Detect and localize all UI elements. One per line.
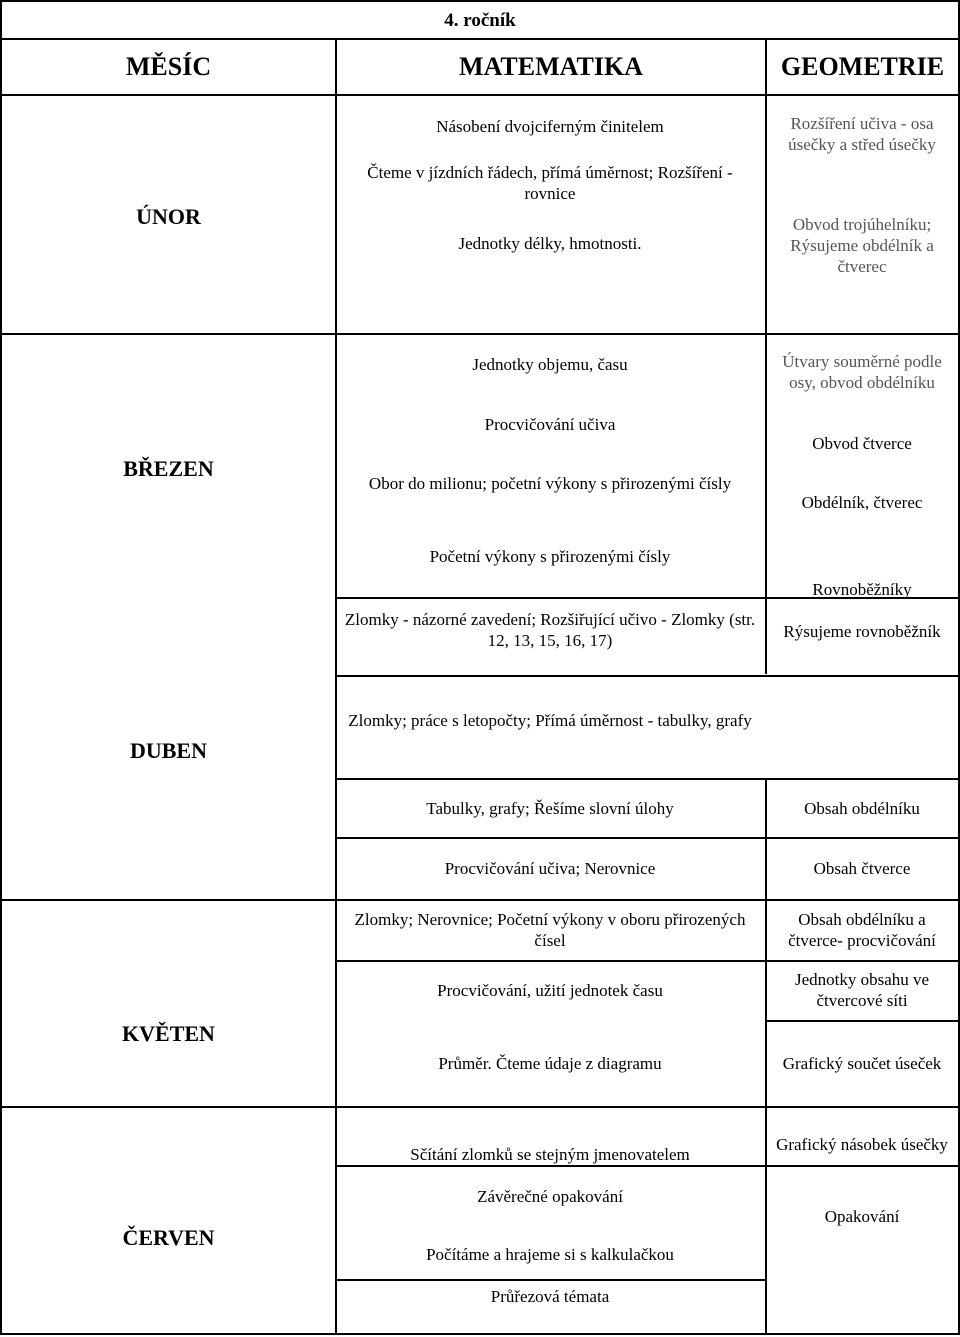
month-label-unor: ÚNOR <box>136 203 201 229</box>
geometry-topic: Rovnoběžníky <box>812 579 912 599</box>
geometry-topic: Obvod čtverce <box>812 433 912 453</box>
month-column-divider <box>335 94 337 1335</box>
geometry-topic: Grafický součet úseček <box>782 1053 942 1073</box>
geometry-topic: Opakování <box>824 1206 900 1226</box>
row-divider <box>335 1279 765 1281</box>
grade-title: 4. ročník <box>444 9 516 31</box>
geometry-topic: Jednotky obsahu ve čtvercové síti <box>794 970 930 1010</box>
month-label-brezen: BŘEZEN <box>123 455 214 481</box>
math-topic: Procvičování učiva <box>484 414 616 434</box>
math-topic: Zlomky - názorné zavedení; Rozšiřující učivo - Zlomky (str. 12, 13, 15, 16, 17) <box>344 610 756 650</box>
geometry-topic: Útvary souměrné podle osy, obvod obdélníku <box>782 352 942 392</box>
math-topic: Sčítání zlomků se stejným jmenovatelem <box>410 1144 690 1164</box>
math-topic: Tabulky, grafy; Řešíme slovní úlohy <box>426 798 674 818</box>
math-topic: Obor do milionu; početní výkony s přirozenými čísly <box>368 473 732 493</box>
table-border-bottom <box>0 1333 960 1335</box>
geometry-topic: Obvod trojúhelníku; Rýsujeme obdélník a čtverec <box>790 214 934 276</box>
math-geometry-divider <box>765 94 767 674</box>
column-header-math: MATEMATIKA <box>459 52 643 81</box>
geometry-topic: Grafický násobek úsečky <box>776 1134 948 1154</box>
math-topic: Počítáme a hrajeme si s kalkulačkou <box>426 1244 674 1264</box>
column-header-month: MĚSÍC <box>125 52 212 81</box>
month-label-cerven: ČERVEN <box>122 1224 215 1250</box>
month-divider <box>0 899 960 901</box>
column-header-geometry: GEOMETRIE <box>780 52 945 81</box>
month-label-duben: DUBEN <box>129 737 207 763</box>
math-topic: Jednotky objemu, času <box>472 354 628 374</box>
math-topic: Početní výkony s přirozenými čísly <box>429 546 671 566</box>
math-geometry-divider <box>765 778 767 1335</box>
geometry-topic: Rozšíření učiva - osa úsečky a střed úsečky <box>788 114 936 154</box>
math-topic: Průřezová témata <box>490 1286 610 1306</box>
geometry-topic: Obdélník, čtverec <box>801 492 923 512</box>
geometry-topic: Obsah obdélníku <box>804 798 920 818</box>
math-topic: Jednotky délky, hmotnosti. <box>458 233 642 253</box>
geometry-topic: Rýsujeme rovnoběžník <box>783 621 941 641</box>
math-topic: Násobení dvojciferným činitelem <box>436 116 664 136</box>
geometry-topic: Obsah obdélníku a čtverce- procvičování <box>788 910 936 950</box>
month-label-kveten: KVĚTEN <box>122 1020 215 1046</box>
row-divider <box>335 778 960 780</box>
math-topic: Průměr. Čteme údaje z diagramu <box>438 1053 662 1073</box>
row-divider <box>335 837 960 839</box>
math-topic: Zlomky; práce s letopočty; Přímá úměrnost - tabulky, grafy <box>348 710 752 730</box>
header-divider <box>0 94 960 96</box>
geometry-topic: Obsah čtverce <box>813 858 911 878</box>
math-topic: Procvičování učiva; Nerovnice <box>444 858 656 878</box>
math-topic: Procvičování, užití jednotek času <box>437 980 663 1000</box>
row-divider <box>335 675 960 677</box>
math-topic: Čteme v jízdních řádech, přímá úměrnost; Rozšíření - rovnice <box>367 163 733 203</box>
row-divider <box>335 960 960 962</box>
month-divider <box>0 1106 960 1108</box>
month-divider <box>0 333 960 335</box>
row-divider <box>765 1020 960 1022</box>
math-topic: Závěrečné opakování <box>477 1186 623 1206</box>
math-topic: Zlomky; Nerovnice; Početní výkony v oboru přirozených čísel <box>354 910 746 950</box>
